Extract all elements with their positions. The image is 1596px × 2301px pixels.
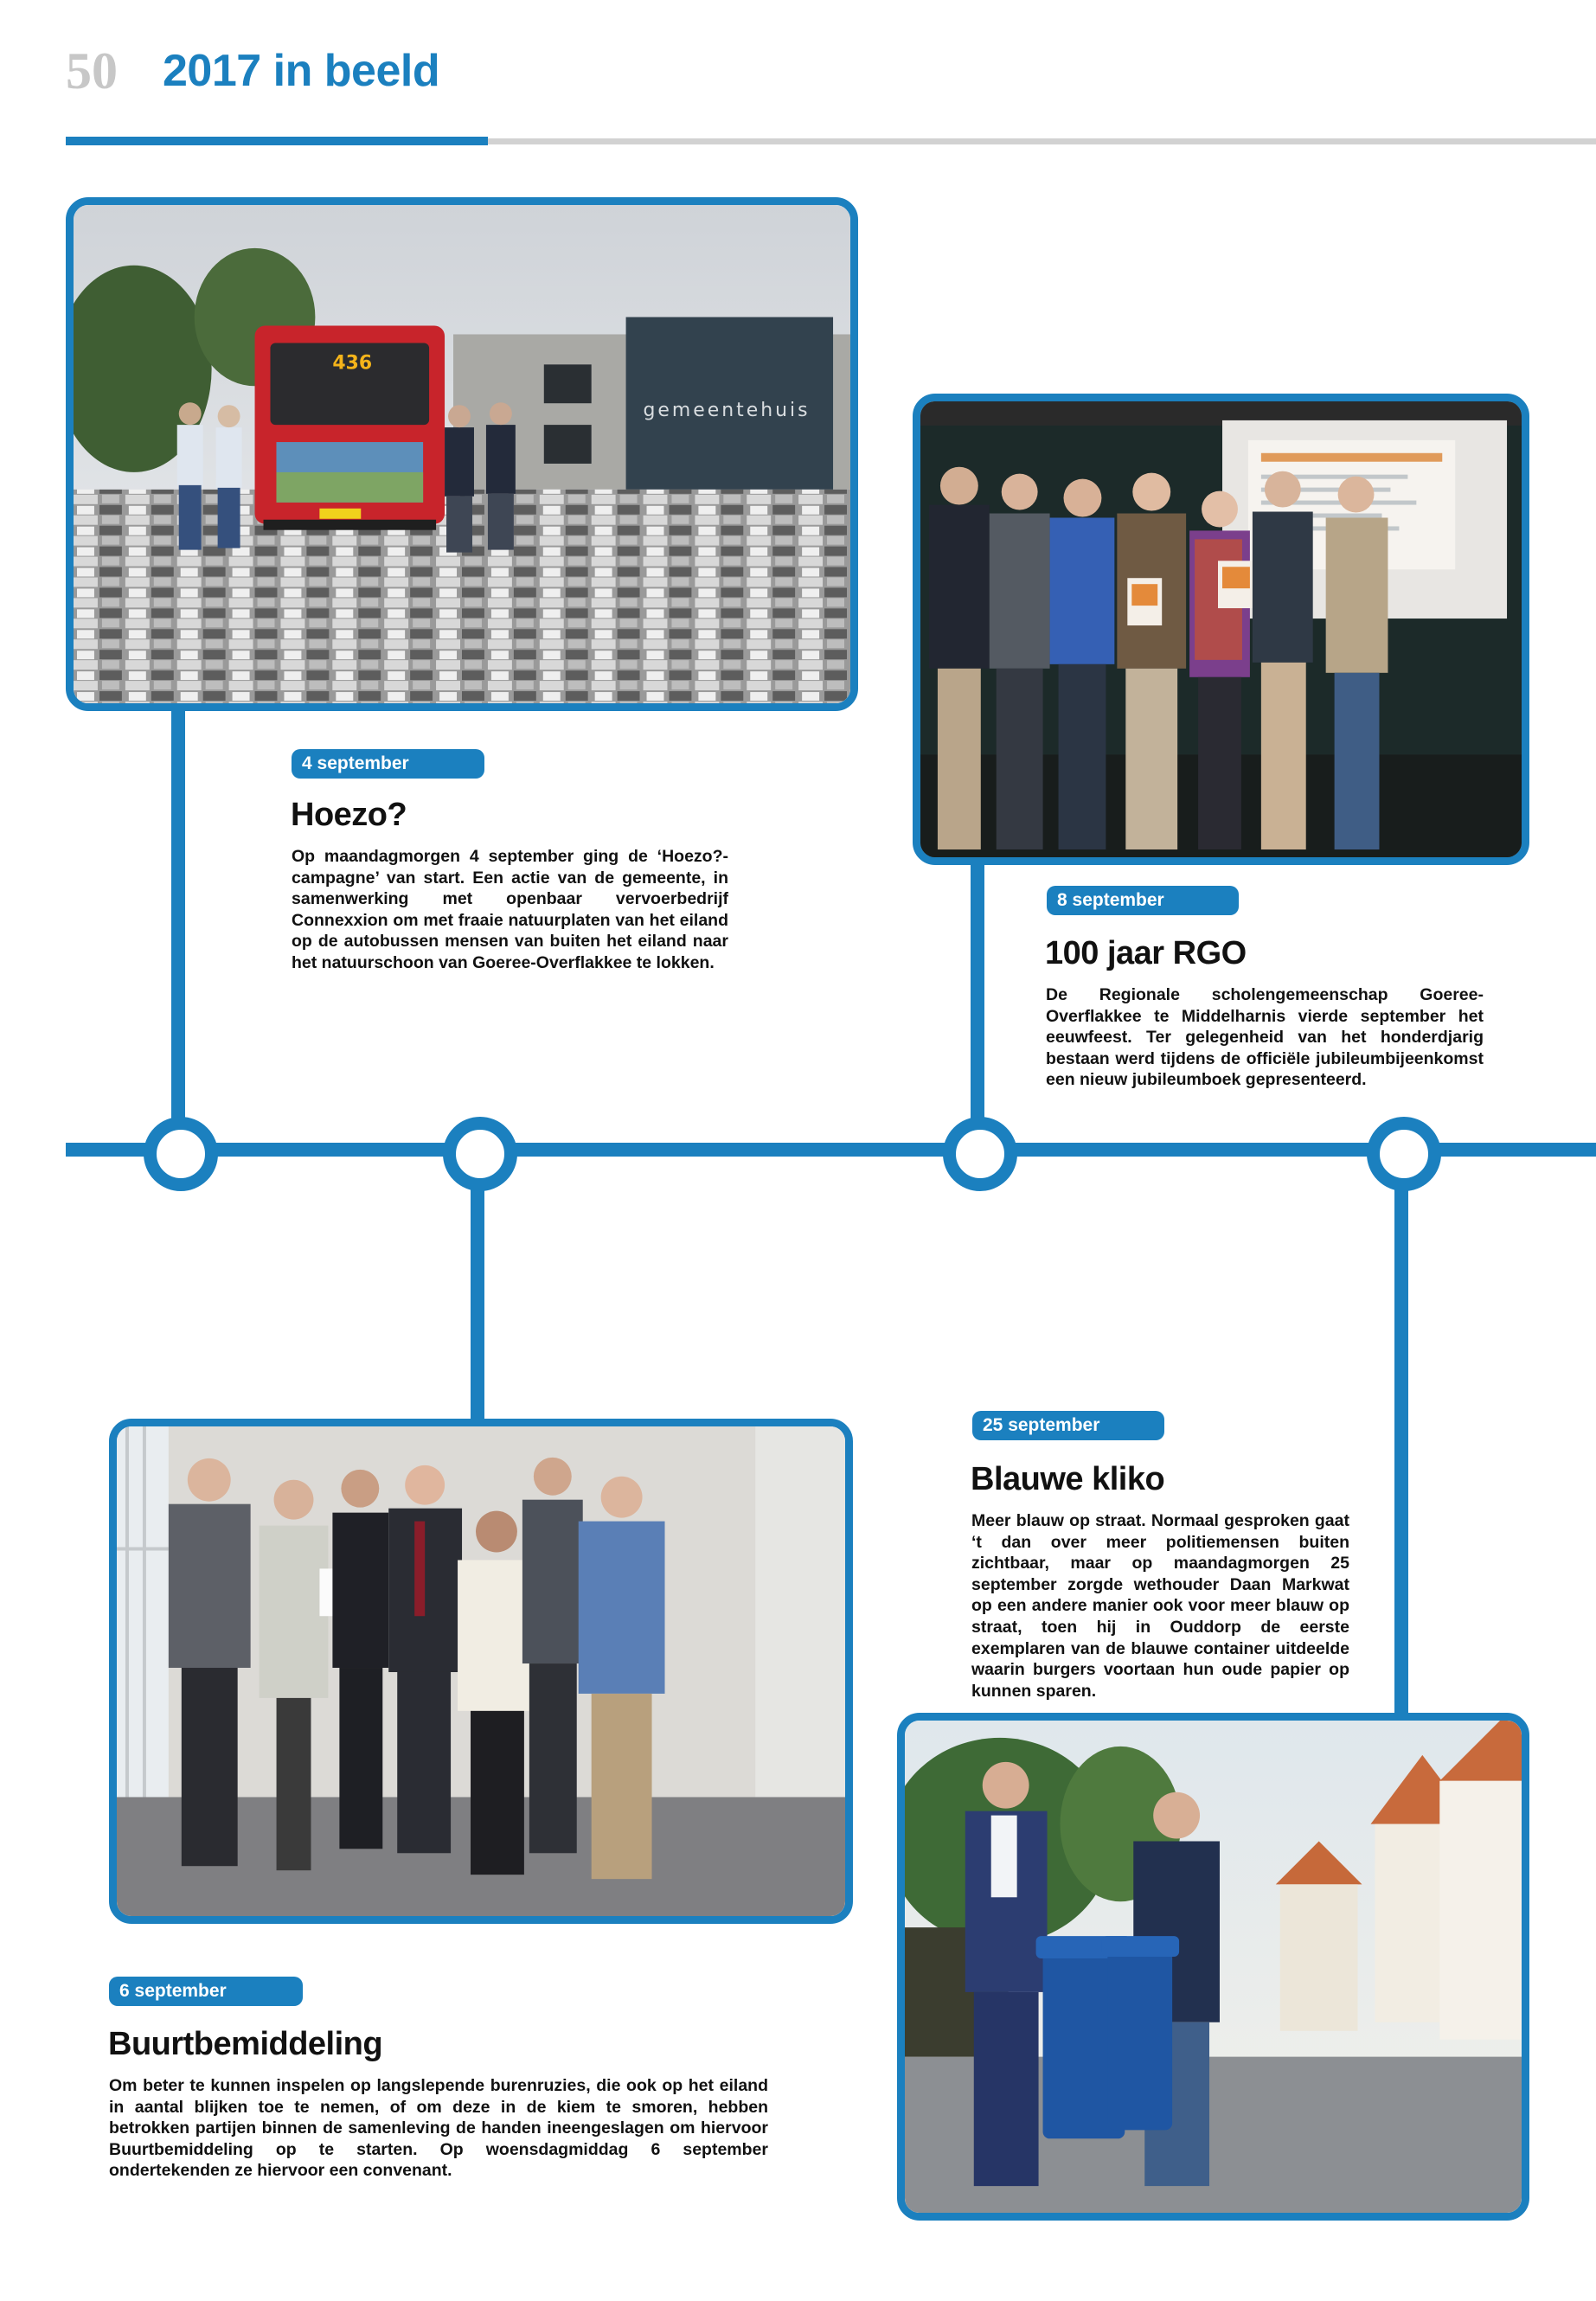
date-tag: 6 september [109,1977,303,2006]
event-title: 100 jaar RGO [1045,935,1247,971]
timeline-connector [1394,1157,1408,1715]
photo-group-meeting [109,1419,853,1924]
header-rule [488,138,1596,144]
timeline-node [144,1117,218,1191]
timeline-connector [971,861,984,1143]
event-text: Meer blauw op straat. Normaal gesproken gaat ‘t dan over meer politiemensen buiten zichtbaar, maar op maandagmorgen 25 september zorgde wethouder Daan Markwat op een andere manier ook voor meer blauw op straat, toen hij in Ouddorp de eerste exemplaren van de blauwe container uitdeelde waarin burgers voortaan hun oude papier op kunnen sparen. [971,1511,1349,1701]
building-sign: gemeentehuis [643,400,811,422]
date-tag: 4 september [292,749,484,779]
event-text: Om beter te kunnen inspelen op langslepende burenruzies, die ook op het eiland in aantal blijken toe te nemen, of om deze in de kiem te smoren, hebben betrokken partijen binnen de samenleving de handen ineengeslagen om hiervoor Buurtbemiddeling op te starten. Op woensdagmiddag 6 september ondertekenden ze hiervoor een convenant. [109,2076,768,2181]
timeline-node [443,1117,517,1191]
date-tag: 8 september [1047,886,1239,915]
page-title: 2017 in beeld [163,46,440,96]
timeline-connector [171,705,185,1143]
photo-group-stage [913,394,1529,865]
event-title: Buurtbemiddeling [108,2026,383,2062]
event-text: De Regionale scholengemeenschap Goeree-Overflakkee te Middelharnis vierde september het eeuwfeest. Ter gelegenheid van het honderdjarig bestaan werd tijdens de officiële jubileumbijeenkomst een nieuw jubileumboek gepresenteerd. [1046,985,1484,1090]
photo-bins [897,1713,1529,2221]
event-title: Blauwe kliko [971,1461,1165,1497]
event-title: Hoezo? [291,797,407,833]
date-tag: 25 september [972,1411,1164,1440]
header-rule-accent [66,137,488,145]
timeline-connector [471,1157,484,1421]
photo-bus [66,197,858,711]
bus-number: 436 [332,352,373,375]
page-number: 50 [66,42,118,99]
timeline-node [1367,1117,1441,1191]
timeline-node [943,1117,1017,1191]
event-text: Op maandagmorgen 4 september ging de ‘Hoezo?-campagne’ van start. Een actie van de gemeente, in samenwerking met openbaar vervoerbedrijf Connexxion om met fraaie natuurplaten van het eiland op de autobussen mensen van buiten het eiland naar het natuurschoon van Goeree-Overflakkee te lokken. [292,847,728,972]
